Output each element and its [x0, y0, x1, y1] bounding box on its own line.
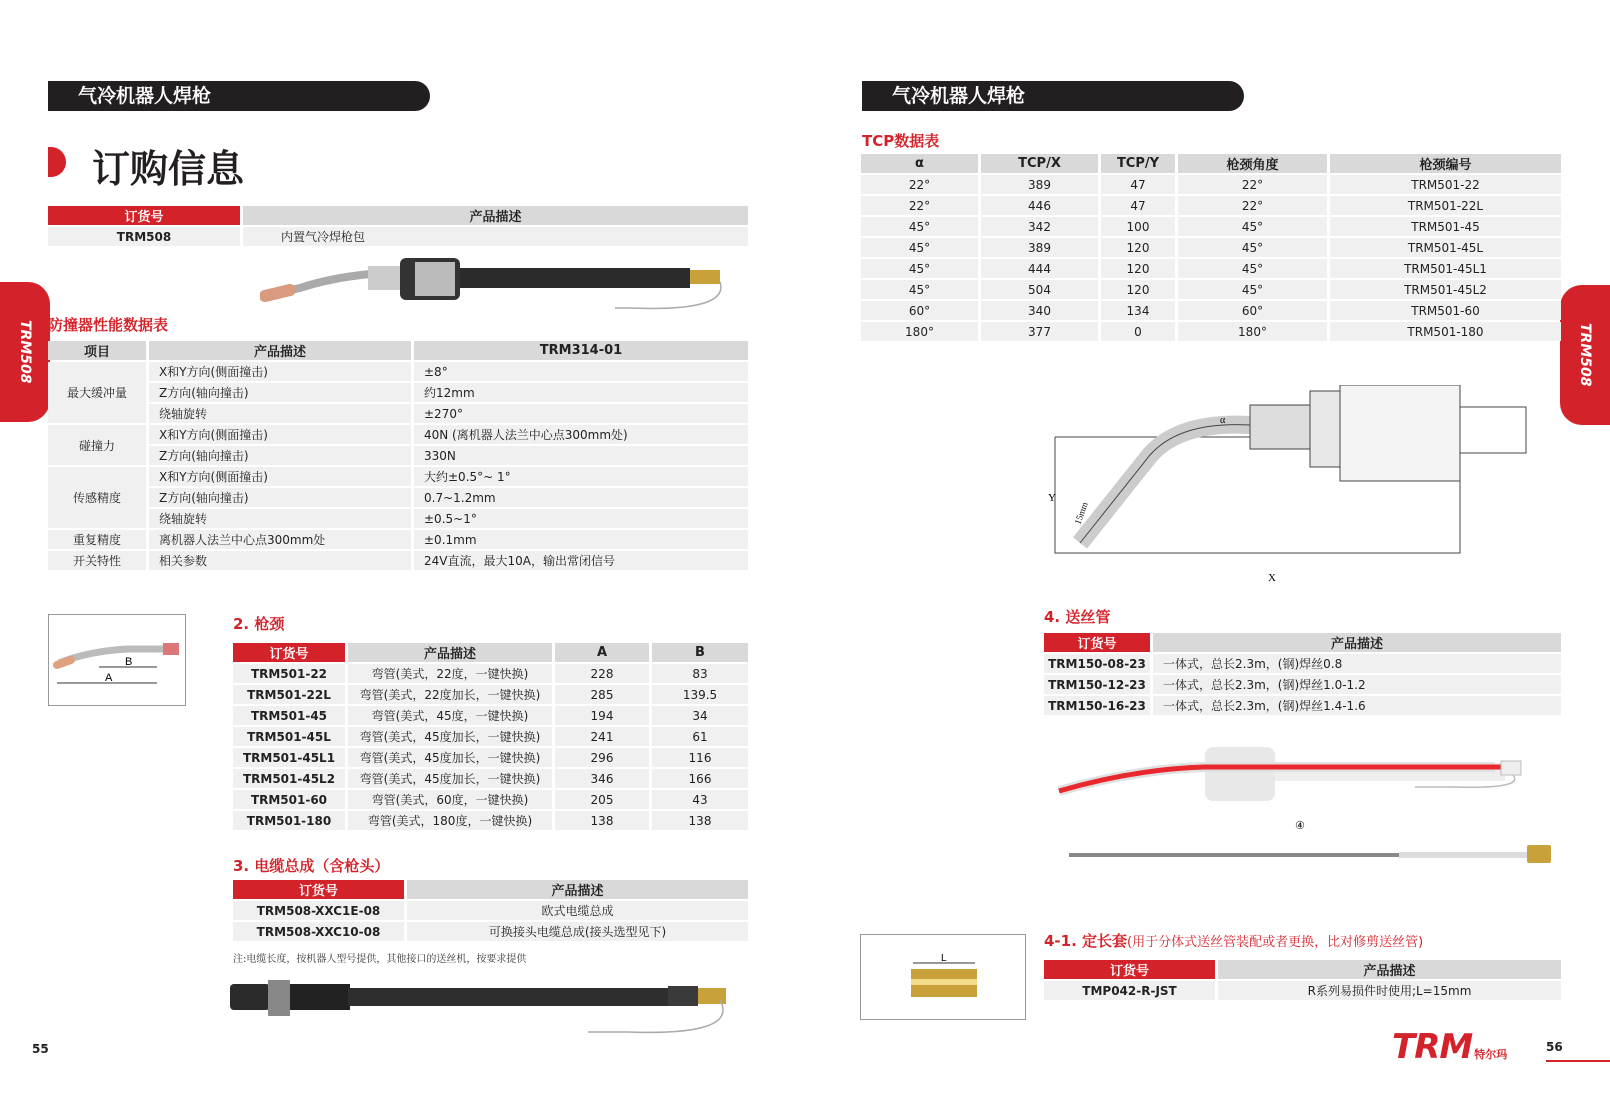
- desc-header: 产品描述: [243, 206, 748, 225]
- table-cell: 弯管(美式，180度，一键快换): [348, 811, 552, 830]
- sleeve-title: [1044, 930, 1423, 951]
- tcp-diagram: [1040, 385, 1540, 585]
- cable-table: [230, 878, 751, 943]
- table-cell: 346: [555, 769, 649, 788]
- table-cell: TRM501-22: [233, 664, 345, 683]
- cell: Z方向(轴向撞击): [149, 446, 411, 465]
- cell: 40N (离机器人法兰中心点300mm处): [414, 425, 748, 444]
- item-header: 项目: [48, 341, 146, 360]
- tcp-alpha-header: α: [861, 154, 978, 173]
- liner-order-cell: TRM150-16-23: [1044, 696, 1150, 715]
- collision-table: [45, 339, 751, 572]
- table-cell: 弯管(美式，45度加长，一键快换): [348, 727, 552, 746]
- table-row: [861, 259, 1561, 278]
- liner-order-cell: TRM150-12-23: [1044, 675, 1150, 694]
- neck-title: 2. 枪颈: [233, 615, 285, 633]
- table-cell: 194: [555, 706, 649, 725]
- table-cell: 120: [1101, 259, 1175, 278]
- neck-table: [230, 641, 751, 832]
- table-cell: 43: [652, 790, 748, 809]
- liner-order-header: 订货号: [1044, 633, 1150, 652]
- sleeve-title-main: 4-1. 定长套: [1044, 932, 1128, 950]
- logo-cn: 特尔玛: [1474, 1048, 1508, 1061]
- liner-desc-cell: 一体式，总长2.3m，(钢)焊丝0.8: [1153, 654, 1561, 673]
- table-cell: 120: [1101, 280, 1175, 299]
- neck-b-header: B: [652, 643, 748, 662]
- table-cell: 205: [555, 790, 649, 809]
- table-cell: 45°: [861, 280, 978, 299]
- liner-desc-cell: 一体式，总长2.3m，(钢)焊丝1.0-1.2: [1153, 675, 1561, 694]
- table-row: [233, 811, 748, 830]
- cable-title: 3. 电缆总成（含枪头）: [233, 857, 390, 875]
- cell: ±0.1mm: [414, 530, 748, 549]
- table-cell: 180°: [1178, 322, 1327, 341]
- table-cell: 34: [652, 706, 748, 725]
- cell: 绕轴旋转: [149, 404, 411, 423]
- table-cell: 504: [981, 280, 1098, 299]
- table-row: [861, 301, 1561, 320]
- liner-order-cell: TRM150-08-23: [1044, 654, 1150, 673]
- label-b: B: [125, 656, 133, 668]
- group-name: 传感精度: [48, 467, 146, 528]
- tcp-table: [858, 152, 1564, 343]
- table-cell: 45°: [861, 259, 978, 278]
- table-cell: 60°: [1178, 301, 1327, 320]
- table-row: [861, 238, 1561, 257]
- cable-desc-cell: 可换接头电缆总成(接头选型见下): [407, 922, 748, 941]
- cell: ±270°: [414, 404, 748, 423]
- label-l: L: [941, 953, 947, 964]
- table-cell: 180°: [861, 322, 978, 341]
- table-cell: 弯管(美式，22度，一键快换): [348, 664, 552, 683]
- cell: X和Y方向(侧面撞击): [149, 425, 411, 444]
- table-cell: 弯管(美式，45度加长，一键快换): [348, 748, 552, 767]
- table-cell: 45°: [1178, 280, 1327, 299]
- group-name: 重复精度: [48, 530, 146, 549]
- cable-order-header: 订货号: [233, 880, 404, 899]
- label-x: X: [1268, 572, 1276, 584]
- table-cell: 444: [981, 259, 1098, 278]
- table-row: [861, 280, 1561, 299]
- table-cell: 166: [652, 769, 748, 788]
- cell: 0.7~1.2mm: [414, 488, 748, 507]
- side-tab-left: TRM508: [0, 282, 50, 422]
- liner-desc-header: 产品描述: [1153, 633, 1561, 652]
- table-cell: 0: [1101, 322, 1175, 341]
- table-cell: 83: [652, 664, 748, 683]
- table-cell: TRM501-22: [1330, 175, 1561, 194]
- cell: 离机器人法兰中心点300mm处: [149, 530, 411, 549]
- tcp-x-header: TCP/X: [981, 154, 1098, 173]
- cell: Z方向(轴向撞击): [149, 488, 411, 507]
- table-cell: 45°: [1178, 217, 1327, 236]
- cable-desc-header: 产品描述: [407, 880, 748, 899]
- table-cell: 弯管(美式，45度，一键快换): [348, 706, 552, 725]
- table-cell: 340: [981, 301, 1098, 320]
- table-cell: TRM501-45L1: [233, 748, 345, 767]
- table-cell: TRM501-45: [233, 706, 345, 725]
- cable-order-cell: TRM508-XXC10-08: [233, 922, 404, 941]
- liner-table: [1041, 631, 1564, 717]
- table-cell: 241: [555, 727, 649, 746]
- table-cell: 134: [1101, 301, 1175, 320]
- table-cell: 61: [652, 727, 748, 746]
- table-cell: 100: [1101, 217, 1175, 236]
- cell: ±8°: [414, 362, 748, 381]
- table-cell: 296: [555, 748, 649, 767]
- label-a: A: [105, 672, 113, 684]
- sleeve-order-header: 订货号: [1044, 960, 1215, 979]
- table-cell: TRM501-180: [233, 811, 345, 830]
- table-cell: TRM501-22L: [1330, 196, 1561, 215]
- label-alpha: α: [1220, 415, 1226, 426]
- table-cell: TRM501-45: [1330, 217, 1561, 236]
- table-cell: 22°: [1178, 175, 1327, 194]
- table-cell: 弯管(美式，22度加长，一键快换): [348, 685, 552, 704]
- page-heading: 订购信息: [92, 147, 245, 191]
- table-cell: 45°: [861, 217, 978, 236]
- group-name: 最大缓冲量: [48, 362, 146, 423]
- sleeve-subtitle: (用于分体式送丝管装配或者更换，比对修剪送丝管): [1127, 935, 1424, 950]
- table-cell: TRM501-45L: [1330, 238, 1561, 257]
- table-cell: TRM501-180: [1330, 322, 1561, 341]
- table-row: [233, 769, 748, 788]
- cell: 24V直流，最大10A，输出常闭信号: [414, 551, 748, 570]
- table-cell: 22°: [1178, 196, 1327, 215]
- sleeve-desc-cell: R系列易损件时使用;L=15mm: [1218, 981, 1561, 1000]
- label-y: Y: [1048, 492, 1056, 504]
- table-cell: 弯管(美式，60度，一键快换): [348, 790, 552, 809]
- table-cell: TRM501-45L2: [233, 769, 345, 788]
- tcp-y-header: TCP/Y: [1101, 154, 1175, 173]
- cable-desc-cell: 欧式电缆总成: [407, 901, 748, 920]
- table-row: [861, 196, 1561, 215]
- left-banner: 气冷机器人焊枪: [48, 81, 430, 111]
- torch-package-image: [260, 252, 750, 322]
- liner-title: 4. 送丝管: [1044, 608, 1111, 626]
- table-cell: 弯管(美式，45度加长，一键快换): [348, 769, 552, 788]
- table-cell: TRM501-22L: [233, 685, 345, 704]
- order-no-cell: TRM508: [48, 227, 240, 246]
- right-banner: 气冷机器人焊枪: [862, 81, 1244, 111]
- table-cell: 377: [981, 322, 1098, 341]
- table-cell: 60°: [861, 301, 978, 320]
- table-row: [861, 175, 1561, 194]
- desc-cell: 内置气冷焊枪包: [243, 227, 748, 246]
- liner-marker: ④: [1295, 819, 1305, 832]
- table-cell: TRM501-45L1: [1330, 259, 1561, 278]
- tcp-angle-header: 枪颈角度: [1178, 154, 1327, 173]
- table-cell: 389: [981, 238, 1098, 257]
- cell: 约12mm: [414, 383, 748, 402]
- table-row: [233, 664, 748, 683]
- table-cell: 22°: [861, 196, 978, 215]
- table-cell: 389: [981, 175, 1098, 194]
- footer-rule: [1546, 1060, 1610, 1062]
- table-cell: TRM501-60: [233, 790, 345, 809]
- table-row: [861, 217, 1561, 236]
- cable-order-cell: TRM508-XXC1E-08: [233, 901, 404, 920]
- table-cell: TRM501-45L: [233, 727, 345, 746]
- sleeve-order-cell: TMP042-R-JST: [1044, 981, 1215, 1000]
- table-cell: 47: [1101, 196, 1175, 215]
- page-number-right: 56: [1546, 1040, 1563, 1054]
- table-row: [233, 790, 748, 809]
- table-row: [233, 727, 748, 746]
- tcp-neck-header: 枪颈编号: [1330, 154, 1561, 173]
- collision-desc-header: 产品描述: [149, 341, 411, 360]
- order-no-header: 订货号: [48, 206, 240, 225]
- cell: 相关参数: [149, 551, 411, 570]
- side-tab-right: TRM508: [1560, 285, 1610, 425]
- table-cell: TRM501-60: [1330, 301, 1561, 320]
- table-cell: 45°: [1178, 238, 1327, 257]
- sleeve-diagram: [860, 934, 1026, 1020]
- table-cell: TRM501-45L2: [1330, 280, 1561, 299]
- table-row: [233, 748, 748, 767]
- liner-desc-cell: 一体式，总长2.3m，(钢)焊丝1.4-1.6: [1153, 696, 1561, 715]
- cell: ±0.5~1°: [414, 509, 748, 528]
- table-cell: 139.5: [652, 685, 748, 704]
- page-number-left: 55: [32, 1042, 49, 1056]
- label-15mm: 15mm: [1072, 500, 1090, 526]
- cable-note: 注:电缆长度，按机器人型号提供，其他接口的送丝机，按要求提供: [233, 954, 527, 965]
- cell: X和Y方向(侧面撞击): [149, 467, 411, 486]
- cable-assembly-image: [228, 970, 748, 1040]
- cell: Z方向(轴向撞击): [149, 383, 411, 402]
- table-row: [233, 685, 748, 704]
- collision-title: 防撞器性能数据表: [48, 316, 169, 334]
- table-row: [861, 322, 1561, 341]
- group-name: 开关特性: [48, 551, 146, 570]
- neck-a-header: A: [555, 643, 649, 662]
- table-row: [233, 706, 748, 725]
- model-header: TRM314-01: [414, 341, 748, 360]
- table-cell: 285: [555, 685, 649, 704]
- sleeve-desc-header: 产品描述: [1218, 960, 1561, 979]
- heading-marker: [48, 147, 66, 177]
- sleeve-table: [1041, 958, 1564, 1002]
- table-cell: 120: [1101, 238, 1175, 257]
- cell: 330N: [414, 446, 748, 465]
- table-cell: 45°: [861, 238, 978, 257]
- table-cell: 342: [981, 217, 1098, 236]
- order-table: [45, 204, 751, 248]
- table-cell: 22°: [861, 175, 978, 194]
- table-cell: 47: [1101, 175, 1175, 194]
- cell: 绕轴旋转: [149, 509, 411, 528]
- table-cell: 45°: [1178, 259, 1327, 278]
- liner-image: [1055, 745, 1555, 875]
- cell: 大约±0.5°~ 1°: [414, 467, 748, 486]
- neck-diagram: [48, 614, 186, 706]
- table-cell: 138: [652, 811, 748, 830]
- table-cell: 116: [652, 748, 748, 767]
- group-name: 碰撞力: [48, 425, 146, 465]
- tcp-title: TCP数据表: [862, 132, 940, 150]
- table-cell: 446: [981, 196, 1098, 215]
- table-cell: 228: [555, 664, 649, 683]
- cell: X和Y方向(侧面撞击): [149, 362, 411, 381]
- neck-order-header: 订货号: [233, 643, 345, 662]
- logo-brand: TRM: [1392, 1027, 1473, 1067]
- trm-logo: [1392, 1027, 1508, 1067]
- neck-desc-header: 产品描述: [348, 643, 552, 662]
- table-cell: 138: [555, 811, 649, 830]
